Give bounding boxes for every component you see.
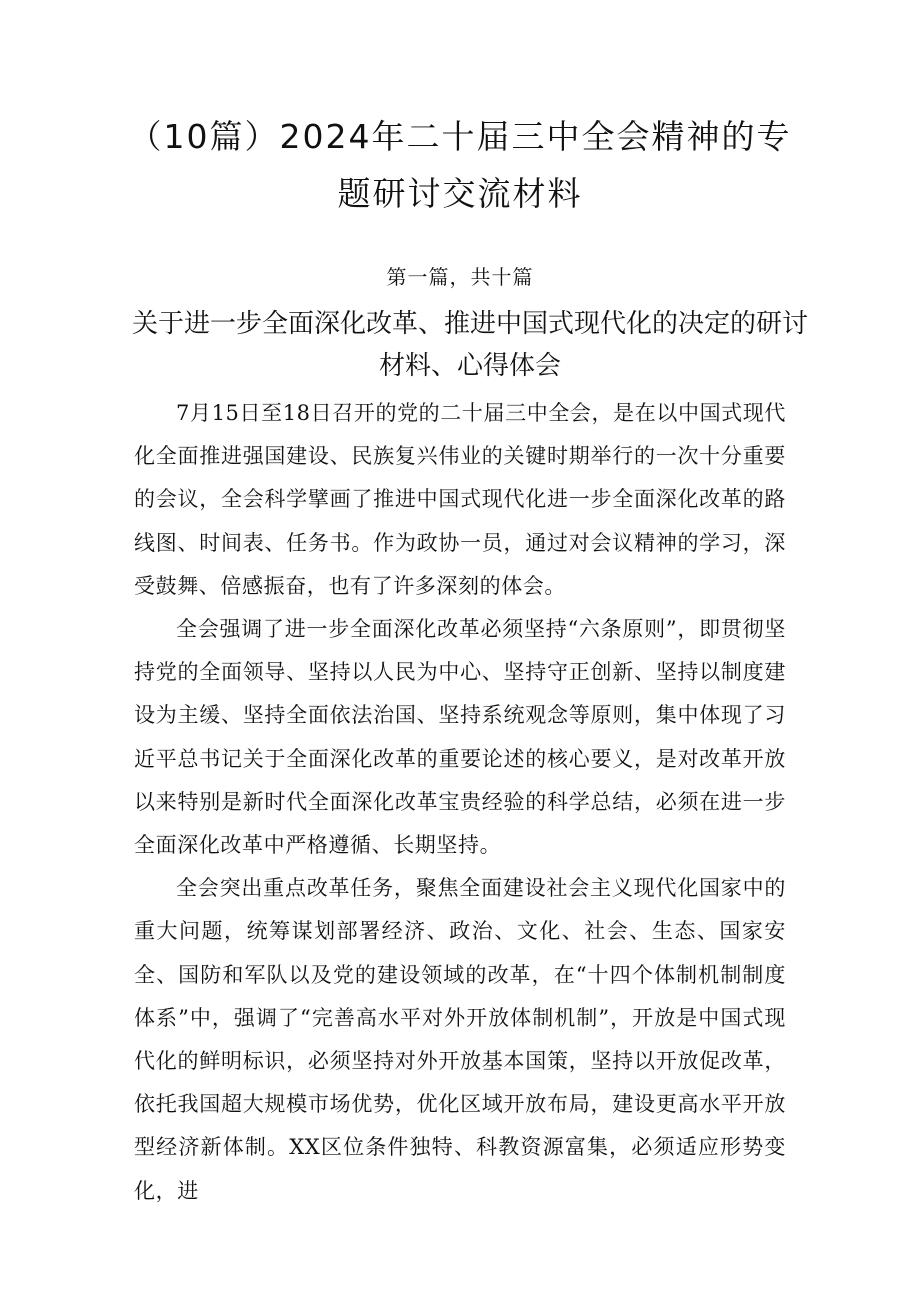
document-title: （10篇）2024年二十届三中全会精神的专题研讨交流材料 — [128, 117, 792, 213]
body-text — [134, 392, 786, 1213]
paragraph-1: 7月15日至18日召开的党的二十届三中全会，是在以中国式现代化全面推进强国建设、民族复兴伟业的关键时期举行的一次十分重要的会议，全会科学擘画了推进中国式现代化进一步全面深化改革的路线图、时间表、任务书。作为政协一员，通过对会议精神的学习，深受鼓舞、倍感振奋，也有了许多深刻的体会。 — [134, 401, 786, 598]
part-label: 第一篇，共十篇 — [386, 265, 534, 289]
section-title: 关于进一步全面深化改革、推进中国式现代化的决定的研讨材料、心得体会 — [131, 309, 808, 381]
paragraph-3: 全会突出重点改革任务，聚焦全面建设社会主义现代化国家中的重大问题，统筹谋划部署经济、政治、文化、社会、生态、国家安全、国防和军队以及党的建设领域的改革，在“十四个体制机制制度体系”中，强调了“完善高水平对外开放体制机制”，开放是中国式现代化的鲜明标识，必须坚持对外开放基本国策，坚持以开放促改革，依托我国超大规模市场优势，优化区域开放布局，建设更高水平开放型经济新体制。XX区位条件独特、科教资源富集，必须适应形势变化，进 — [134, 876, 786, 1203]
paragraph-2: 全会强调了进一步全面深化改革必须坚持“六条原则”，即贯彻坚持党的全面领导、坚持以人民为中心、坚持守正创新、坚持以制度建设为主缓、坚持全面依法治国、坚持系统观念等原则，集中体现了习近平总书记关于全面深化改革的重要论述的核心要义，是对改革开放以来特别是新时代全面深化改革宝贵经验的科学总结，必须在进一步全面深化改革中严格遵循、长期坚持。 — [134, 617, 786, 858]
